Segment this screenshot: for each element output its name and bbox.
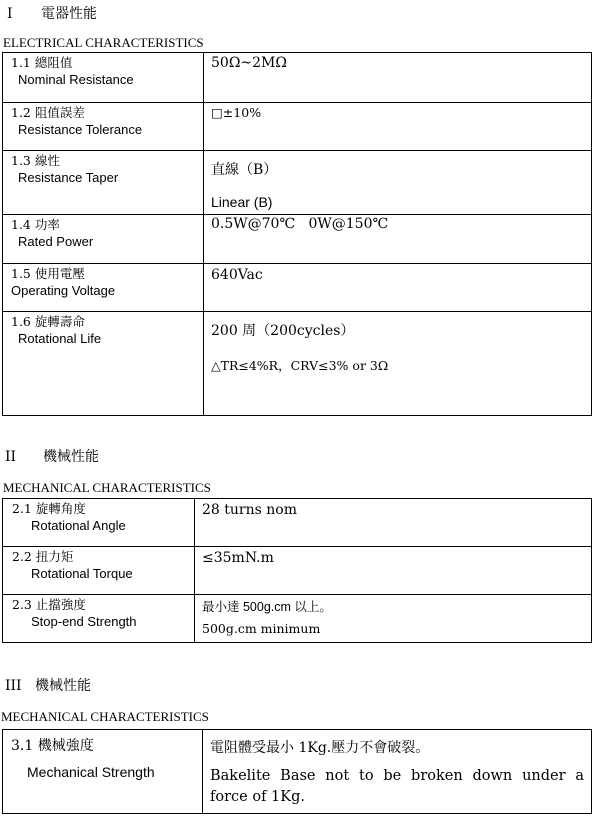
row-label-cn: 3.1 機械強度: [11, 738, 94, 754]
table-row: [3, 547, 592, 595]
row-value: 640Vac: [211, 267, 263, 283]
row-value: 200 周（200cycles）: [211, 323, 355, 339]
row-label-cell: [3, 730, 203, 814]
table-row: [3, 215, 592, 264]
row-label-en: Mechanical Strength: [27, 764, 155, 780]
row-label-cell: [3, 595, 195, 643]
row-value: 直線（B）: [211, 162, 278, 178]
section1-subtitle: ELECTRICAL CHARACTERISTICS: [3, 35, 204, 50]
section1-number: Ⅰ: [7, 6, 13, 22]
table-row: [3, 103, 592, 151]
section2-subtitle: MECHANICAL CHARACTERISTICS: [3, 480, 211, 495]
row-value: 電阻體受最小 1Kg.壓力不會破裂。: [210, 740, 430, 756]
table-row: [3, 595, 592, 643]
table-row: [3, 151, 592, 215]
row-value: 28 turns nom: [202, 502, 297, 518]
row-label-en: Nominal Resistance: [18, 72, 134, 87]
row-value-en: 500g.cm minimum: [202, 621, 321, 636]
row-label-cell: [3, 499, 195, 547]
row-value-cell: [204, 312, 592, 416]
row-label-cn: 1.4 功率: [11, 217, 60, 232]
table-row: [3, 264, 592, 312]
row-label-cn: 2.1 旋轉角度: [12, 501, 86, 516]
table-row: [3, 53, 592, 103]
row-label-cell: [3, 53, 204, 103]
row-value-cell: [203, 730, 592, 814]
row-label-cn: 1.5 使用電壓: [11, 266, 85, 281]
row-value-cell: [195, 499, 592, 547]
table-row: [3, 499, 592, 547]
electrical-table: [2, 52, 592, 416]
row-label-en: Stop-end Strength: [31, 614, 137, 629]
mechanical-table-2: [2, 729, 592, 814]
section3-subtitle: MECHANICAL CHARACTERISTICS: [1, 709, 209, 724]
row-label-cn: 1.2 阻值誤差: [11, 105, 85, 120]
mechanical-table-1: [2, 498, 592, 643]
row-value-cell: [204, 103, 592, 151]
section2-title: 機械性能: [43, 449, 99, 465]
row-value-cell: [204, 151, 592, 215]
section1-title: 電器性能: [41, 6, 97, 22]
row-value: 50Ω~2MΩ: [211, 55, 288, 71]
section3-number: III: [5, 678, 22, 694]
row-label-cell: [3, 151, 204, 215]
section3-heading: [5, 679, 91, 693]
row-label-cell: [3, 103, 204, 151]
table-row: [3, 730, 592, 814]
row-value-2: △TR≤4%R，CRV≤3% or 3Ω: [211, 358, 389, 373]
table-row: [3, 312, 592, 416]
row-label-cn: 1.1 總阻值: [11, 55, 73, 70]
row-label-cell: [3, 215, 204, 264]
row-label-en: Resistance Tolerance: [18, 122, 143, 137]
row-label-cn: 1.6 旋轉壽命: [11, 314, 85, 329]
row-value-cell: [195, 595, 592, 643]
section3-title: 機械性能: [35, 678, 91, 694]
row-value-cell: [204, 53, 592, 103]
row-label-cell: [3, 312, 204, 416]
row-value: ≤35mN.m: [202, 550, 274, 566]
row-value-cell: [204, 264, 592, 312]
row-value-en: Linear (B): [211, 194, 273, 210]
section2-heading: [5, 450, 99, 464]
row-label-en: Resistance Taper: [18, 170, 119, 185]
row-value: □±10%: [211, 105, 262, 120]
row-label-en: Rotational Torque: [31, 566, 133, 581]
row-label-cn: 1.3 線性: [11, 153, 60, 168]
row-label-cell: [3, 264, 204, 312]
section2-number: II: [5, 449, 17, 465]
row-label-en: Rotational Life: [18, 331, 102, 346]
row-label-en: Operating Voltage: [11, 283, 116, 298]
row-value: 0.5W@70℃ 0W@150℃: [211, 216, 389, 232]
row-label-cn: 2.2 扭力矩: [12, 549, 74, 564]
row-value-en: Bakelite Base not to be broken down under a force of 1Kg.: [210, 768, 584, 805]
row-value-cell: [204, 215, 592, 264]
row-value-cell: [195, 547, 592, 595]
row-label-cn: 2.3 止擋強度: [12, 597, 86, 612]
row-label-cell: [3, 547, 195, 595]
row-value: 最小達 500g.cm 以上。: [202, 600, 332, 614]
section1-heading: [7, 7, 97, 21]
row-label-en: Rotational Angle: [31, 518, 126, 533]
row-label-en: Rated Power: [18, 234, 94, 249]
